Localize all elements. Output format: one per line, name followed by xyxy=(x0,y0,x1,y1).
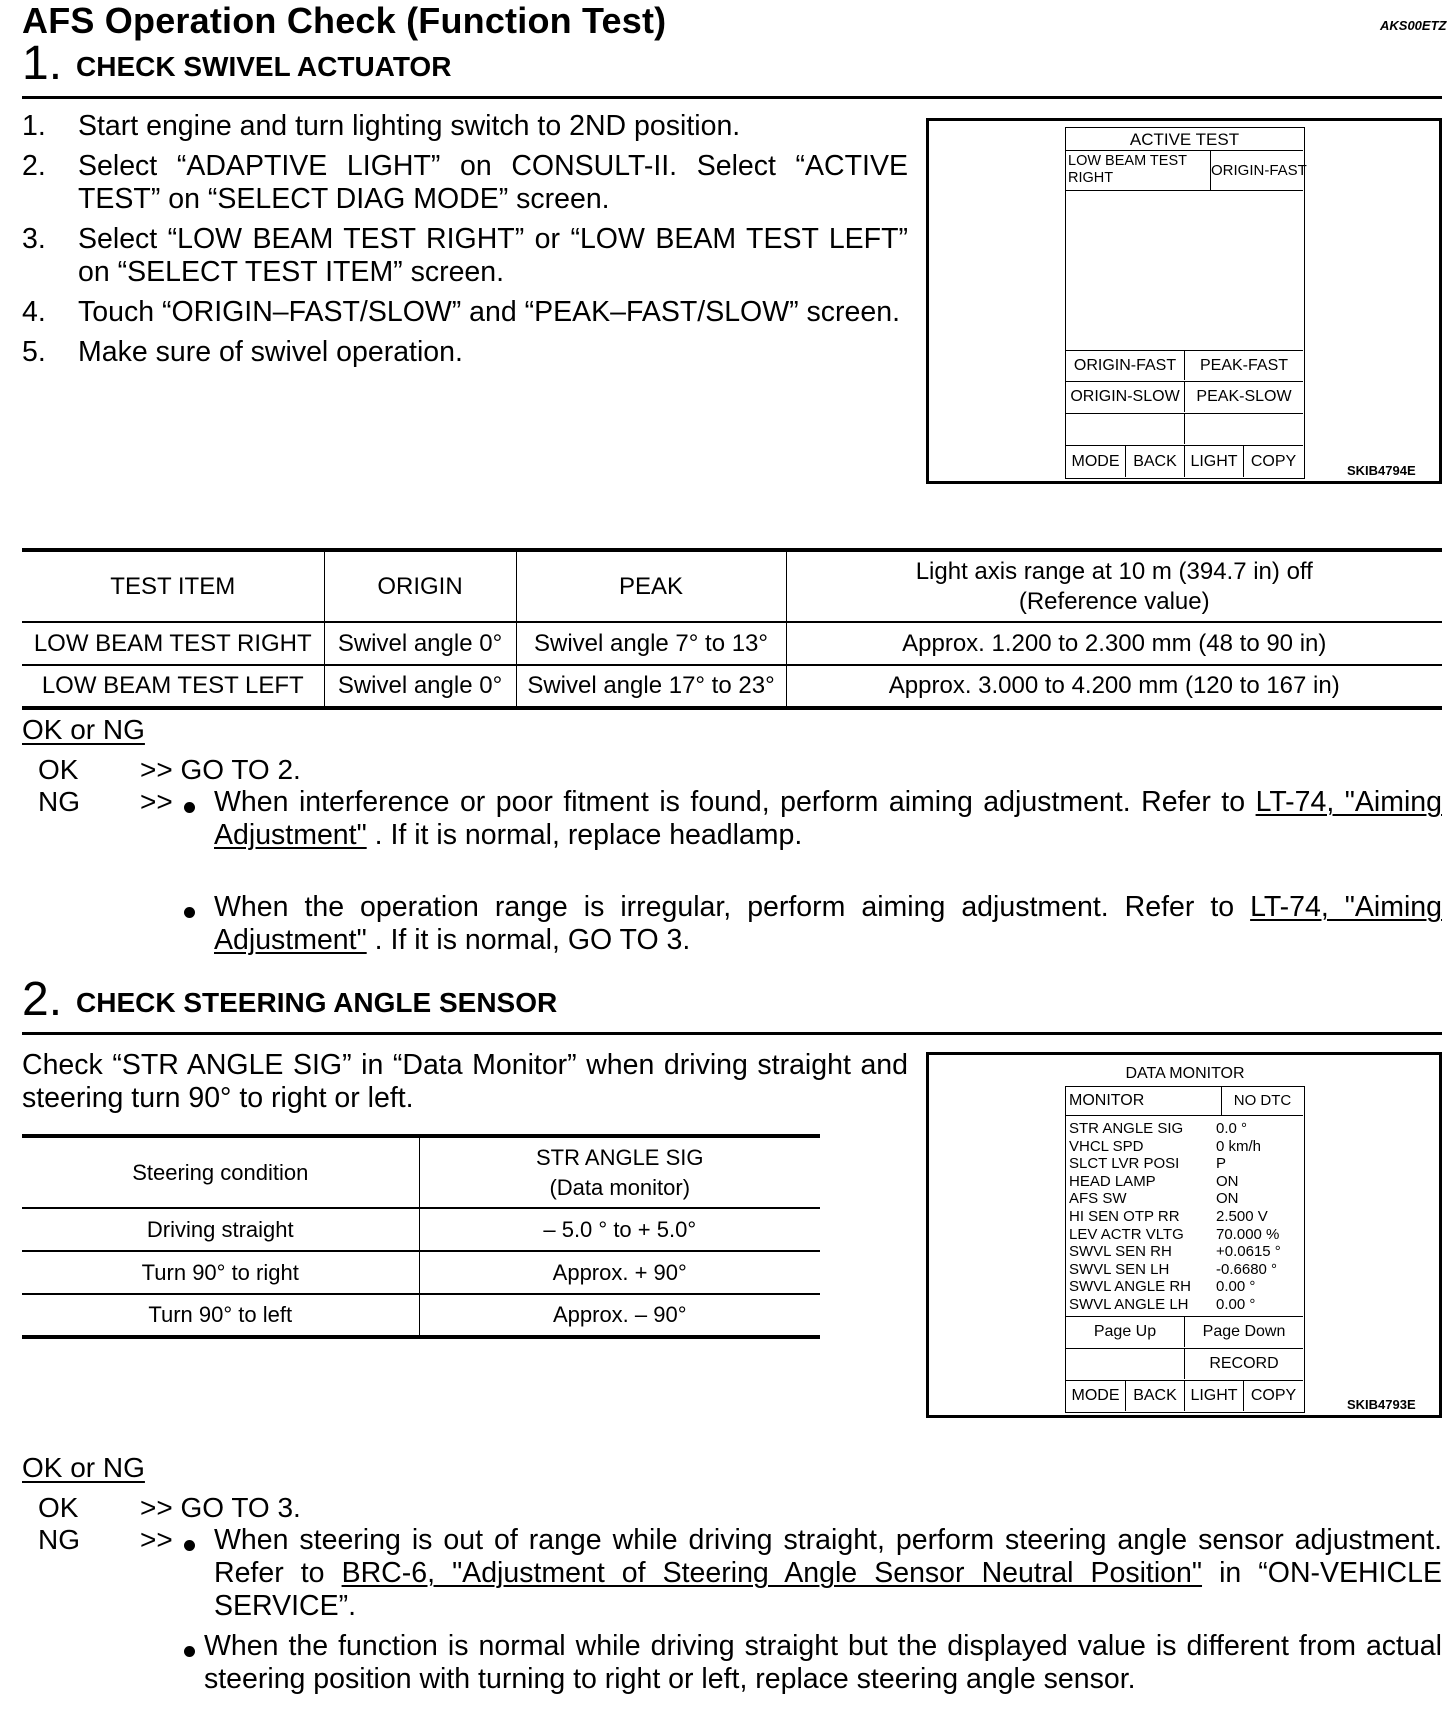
ok-ng-heading: OK or NG xyxy=(22,714,145,745)
monitor-item-value: 0.00 ° xyxy=(1216,1296,1256,1313)
instruction-item: 3. Select “LOW BEAM TEST RIGHT” or “LOW BEAM TEST LEFT” on “SELECT TEST ITEM” screen. xyxy=(22,223,908,288)
table-cell: LOW BEAM TEST LEFT xyxy=(22,665,324,708)
monitor-item-value: ON xyxy=(1216,1190,1239,1208)
monitor-label: MONITOR xyxy=(1069,1092,1145,1109)
ok-ng-heading: OK or NG xyxy=(22,1452,145,1483)
monitor-item-label: SWVL SEN RH xyxy=(1069,1243,1172,1261)
ng-action-1: When steering is out of range while driving straight, perform steering angle sensor adjustment. Refer to BRC-6, "Adjustment of Steering Angle Sensor Neutral Position" in “ON-VEHICLE SERVICE”. xyxy=(214,1524,1442,1622)
column-header: Steering condition xyxy=(22,1136,419,1208)
table-cell: Driving straight xyxy=(22,1208,419,1251)
table-cell: Approx. + 90° xyxy=(419,1251,820,1294)
origin-slow-button[interactable]: ORIGIN-SLOW xyxy=(1066,382,1185,412)
test-item-label-line2: RIGHT xyxy=(1068,170,1114,186)
screen-title: ACTIVE TEST xyxy=(1066,128,1303,151)
monitor-item-value: 0.0 ° xyxy=(1216,1120,1248,1137)
aiming-adjustment-link[interactable]: LT-74, "Aiming Adjustment" xyxy=(214,891,1442,956)
monitor-item-value: 2.500 V xyxy=(1216,1208,1268,1225)
column-header: STR ANGLE SIG (Data monitor) xyxy=(419,1136,820,1208)
empty-button-slot xyxy=(1066,414,1185,444)
monitor-item-label: STR ANGLE SIG xyxy=(1069,1120,1184,1137)
monitor-item-value: 70.000 % xyxy=(1216,1225,1280,1243)
ok-label: OK xyxy=(38,754,79,785)
monitor-list xyxy=(1066,1117,1303,1317)
column-header: ORIGIN xyxy=(324,550,516,622)
ng-action-1: When interference or poor fitment is found, perform aiming adjustment. Refer to LT-74, "Aiming Adjustment" . If it is normal, replace headlamp. xyxy=(214,786,1442,851)
table-cell: Approx. 3.000 to 4.200 mm (120 to 167 in) xyxy=(786,665,1442,708)
monitor-item-value: ON xyxy=(1216,1172,1239,1190)
test-item-value: ORIGIN-FAST xyxy=(1210,151,1303,190)
step-1-heading: CHECK SWIVEL ACTUATOR xyxy=(76,51,452,82)
mode-button[interactable]: MODE xyxy=(1066,1381,1126,1411)
mode-button[interactable]: MODE xyxy=(1066,446,1126,477)
table-cell: Swivel angle 17° to 23° xyxy=(516,665,786,708)
instruction-item: 1. Start engine and turn lighting switch to 2ND position. xyxy=(22,110,741,142)
ok-result: >> GO TO 2. xyxy=(140,754,301,785)
swivel-test-table xyxy=(22,548,1442,710)
table-header-row xyxy=(22,550,1442,622)
monitor-item-label: VHCL SPD xyxy=(1069,1137,1144,1155)
column-header: PEAK xyxy=(516,550,786,622)
data-monitor-figure xyxy=(926,1052,1442,1418)
monitor-item-label: SWVL ANGLE LH xyxy=(1069,1296,1189,1313)
ng-label: NG xyxy=(38,786,80,817)
monitor-item-value: 0.00 ° xyxy=(1216,1278,1256,1296)
table-cell: – 5.0 ° to + 5.0° xyxy=(419,1208,820,1251)
table-header-row xyxy=(22,1136,820,1208)
light-button[interactable]: LIGHT xyxy=(1185,1381,1244,1411)
table-row xyxy=(22,1251,820,1294)
bullet-icon xyxy=(184,907,195,918)
monitor-item-value: +0.0615 ° xyxy=(1216,1243,1281,1261)
step-1-number: 1. xyxy=(22,37,63,90)
monitor-item-value: 0 km/h xyxy=(1216,1137,1262,1155)
instruction-item: 5. Make sure of swivel operation. xyxy=(22,336,463,368)
table-row xyxy=(22,665,1442,708)
instruction-item: 2. Select “ADAPTIVE LIGHT” on CONSULT-II. Select “ACTIVE TEST” on “SELECT DIAG MODE” screen. xyxy=(22,150,908,215)
light-button[interactable]: LIGHT xyxy=(1185,446,1244,477)
monitor-item-value: P xyxy=(1216,1155,1227,1173)
screen-footer xyxy=(1066,446,1303,478)
bullet-icon xyxy=(184,802,195,813)
bullet-icon xyxy=(184,1646,195,1657)
aiming-adjustment-link[interactable]: LT-74, "Aiming Adjustment" xyxy=(214,786,1442,851)
ng-arrow: >> xyxy=(140,1524,173,1555)
table-cell: Turn 90° to left xyxy=(22,1294,419,1337)
table-row xyxy=(22,622,1442,665)
origin-fast-button[interactable]: ORIGIN-FAST xyxy=(1066,351,1185,380)
step-1-divider xyxy=(22,96,1442,99)
copy-button[interactable]: COPY xyxy=(1250,1387,1297,1404)
table-cell: Swivel angle 0° xyxy=(324,622,516,665)
screen-title: DATA MONITOR xyxy=(1125,1065,1245,1082)
table-row xyxy=(22,1208,820,1251)
test-item-row xyxy=(1066,151,1307,191)
active-test-figure xyxy=(926,118,1442,484)
step-2-number: 2. xyxy=(22,973,63,1026)
table-cell: Turn 90° to right xyxy=(22,1251,419,1294)
step-2-heading: CHECK STEERING ANGLE SENSOR xyxy=(76,987,558,1018)
bullet-icon xyxy=(184,1540,195,1551)
monitor-item-label: AFS SW xyxy=(1069,1190,1127,1208)
table-row xyxy=(22,1294,820,1337)
peak-slow-button[interactable]: PEAK-SLOW xyxy=(1196,388,1292,405)
test-item-label-line1: LOW BEAM TEST xyxy=(1068,153,1187,169)
ok-label: OK xyxy=(38,1492,79,1523)
screen-footer xyxy=(1066,1381,1303,1411)
page-down-button[interactable]: Page Down xyxy=(1202,1323,1286,1340)
steering-adjustment-link[interactable]: BRC-6, "Adjustment of Steering Angle Sensor Neutral Position" xyxy=(341,1557,1203,1589)
step-2-intro: Check “STR ANGLE SIG” in “Data Monitor” when driving straight and steering turn 90° to right or left. xyxy=(22,1049,908,1114)
figure-id: SKIB4793E xyxy=(1347,1397,1416,1412)
monitor-item-label: LEV ACTR VLTG xyxy=(1069,1225,1184,1243)
monitor-item-label: SWVL SEN LH xyxy=(1069,1260,1170,1278)
page-up-button[interactable]: Page Up xyxy=(1066,1317,1185,1347)
instruction-item: 4. Touch “ORIGIN–FAST/SLOW” and “PEAK–FAST/SLOW” screen. xyxy=(22,296,900,328)
copy-button[interactable]: COPY xyxy=(1250,453,1297,470)
page-title: AFS Operation Check (Function Test) xyxy=(22,0,667,41)
record-button[interactable]: RECORD xyxy=(1209,1355,1279,1372)
monitor-header-row xyxy=(1066,1087,1303,1116)
data-monitor-screen xyxy=(1065,1086,1305,1413)
column-header: Light axis range at 10 m (394.7 in) off (Reference value) xyxy=(786,550,1442,622)
document-id: AKS00ETZ xyxy=(1380,18,1447,33)
column-header: TEST ITEM xyxy=(22,550,324,622)
monitor-item-label: HI SEN OTP RR xyxy=(1069,1208,1180,1225)
peak-fast-button[interactable]: PEAK-FAST xyxy=(1199,357,1289,374)
table-cell: LOW BEAM TEST RIGHT xyxy=(22,622,324,665)
table-cell: Swivel angle 7° to 13° xyxy=(516,622,786,665)
steering-angle-table xyxy=(22,1134,820,1339)
table-cell: Swivel angle 0° xyxy=(324,665,516,708)
empty-button-slot xyxy=(1066,1349,1185,1379)
back-button[interactable]: BACK xyxy=(1126,446,1185,477)
step-2-divider xyxy=(22,1032,1442,1035)
table-cell: Approx. 1.200 to 2.300 mm (48 to 90 in) xyxy=(786,622,1442,665)
ng-action-2: When the operation range is irregular, perform aiming adjustment. Refer to LT-74, "Aiming Adjustment" . If it is normal, GO TO 3. xyxy=(214,891,1442,956)
dtc-status: NO DTC xyxy=(1221,1087,1303,1115)
monitor-item-label: SLCT LVR POSI xyxy=(1069,1155,1180,1173)
back-button[interactable]: BACK xyxy=(1126,1381,1185,1411)
active-test-screen xyxy=(1065,127,1305,479)
ng-action-2: When the function is normal while driving straight but the displayed value is different from actual steering position with turning to right or left, replace steering angle sensor. xyxy=(204,1630,1442,1695)
step-1-instructions xyxy=(22,110,908,376)
ng-arrow: >> xyxy=(140,786,173,817)
ok-result: >> GO TO 3. xyxy=(140,1492,301,1523)
ng-label: NG xyxy=(38,1524,80,1555)
monitor-item-value: -0.6680 ° xyxy=(1216,1260,1278,1278)
figure-id: SKIB4794E xyxy=(1347,463,1416,478)
monitor-item-label: HEAD LAMP xyxy=(1069,1172,1156,1190)
table-cell: Approx. – 90° xyxy=(419,1294,820,1337)
monitor-item-label: SWVL ANGLE RH xyxy=(1069,1278,1191,1296)
